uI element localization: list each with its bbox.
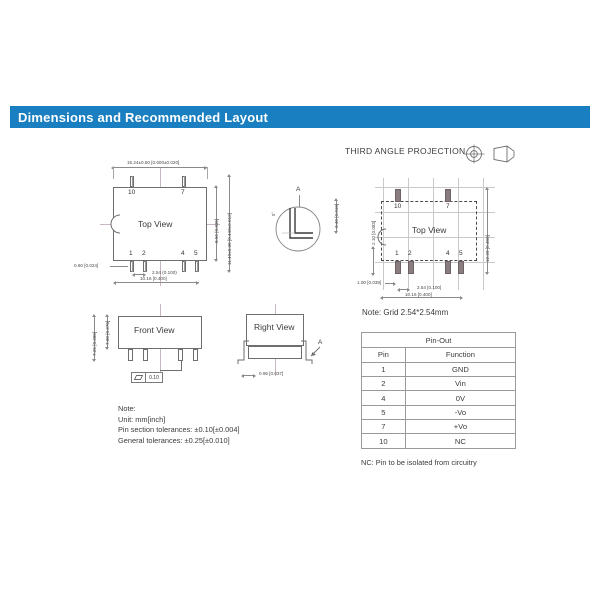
span-arrow-right [196, 281, 199, 285]
dim-pitch: 2.54 (0.100) [152, 270, 177, 275]
pinout-cell-function: GND [405, 362, 515, 376]
foot-length-arrow-left [241, 374, 244, 378]
layout-pin-label-2: 2 [408, 250, 412, 257]
pitch-arrow-left [132, 273, 135, 277]
overall-height-arrow-down [227, 270, 231, 273]
pinout-title: Pin-Out [362, 333, 516, 348]
layout-pad-10 [395, 189, 401, 202]
body-height-arrow-down [214, 259, 218, 262]
span-dim-line [115, 282, 199, 283]
front-lead-5 [193, 349, 198, 361]
flatness-icon [132, 373, 146, 382]
front-lead-4 [178, 349, 183, 361]
layout-pitch-arrow-left [397, 288, 400, 292]
pinout-cell-pin: 1 [362, 362, 406, 376]
ext-line-right [207, 167, 208, 179]
dim-foot-length: 0.95 [0.037] [259, 371, 284, 376]
dim-front-body: 7.00 [0.276] [105, 320, 110, 345]
grid-note: Note: Grid 2.54*2.54mm [362, 308, 449, 317]
third-angle-projection-label: THIRD ANGLE PROJECTION [345, 146, 466, 156]
table-row [362, 391, 516, 405]
foot-length-arrow-right [253, 374, 256, 378]
lead-width-leader [110, 266, 128, 267]
layout-pad-7 [445, 189, 451, 202]
pinout-header-row [362, 348, 516, 362]
lead-pin-7-center [184, 176, 185, 187]
flatness-tolerance-flag [131, 372, 163, 383]
table-row [362, 434, 516, 448]
dim-span: 10.16 [0.400] [140, 276, 167, 281]
lead-pin-5-center [197, 261, 198, 272]
detail-a-lead-profile [268, 200, 328, 258]
pinout-cell-function: 0V [405, 391, 515, 405]
grid-h-1 [375, 187, 495, 188]
dim-lead-thickness: 0.40 [0.016] [334, 203, 339, 228]
pin-label-1: 1 [129, 250, 133, 257]
dim-front-overall: 7.25 [0.285] [92, 331, 97, 356]
section-title: Dimensions and Recommended Layout [18, 109, 269, 125]
dim-layout-pad-width: 1.00 [0.039] [357, 280, 382, 285]
pinout-header-pin: Pin [362, 348, 406, 362]
body-height-arrow-up [214, 185, 218, 188]
table-row [362, 420, 516, 434]
pinout-cell-function: Vin [405, 376, 515, 390]
lead-pin-1-center [132, 261, 133, 272]
layout-view-label: Top View [412, 225, 447, 235]
pinout-cell-pin: 10 [362, 434, 406, 448]
pin-label-4: 4 [181, 250, 185, 257]
notes-line-general-tolerance: General tolerances: ±0.25[±0.010] [118, 435, 230, 445]
front-overall-arrow-up [92, 314, 96, 317]
pinout-cell-pin: 7 [362, 420, 406, 434]
pin-label-10: 10 [128, 189, 136, 196]
top-view-label: Top View [138, 219, 173, 229]
lead-pin-4-center [184, 261, 185, 272]
front-lead-1 [128, 349, 133, 361]
pinout-cell-function: NC [405, 434, 515, 448]
dim-overall-height: 11.40±0.30 [0.449±0.012] [227, 213, 232, 265]
dim-layout-pitch: 2.54 [0.100] [417, 285, 442, 290]
tolerance-leader-vertical [181, 361, 182, 370]
pinout-cell-function: +Vo [405, 420, 515, 434]
pinout-header-function: Function [405, 348, 515, 362]
layout-pin-label-4: 4 [446, 250, 450, 257]
pin-label-2: 2 [142, 250, 146, 257]
layout-pad-5 [458, 261, 464, 274]
nc-footnote: NC: Pin to be isolated from circuitry [361, 458, 477, 467]
crosshair-circle-icon [462, 144, 486, 164]
layout-pad-height-dim-line [373, 248, 374, 275]
right-view-lead-left [236, 340, 252, 368]
pinout-table [361, 332, 516, 449]
section-banner [10, 106, 590, 128]
detail-a-label: A [296, 186, 301, 193]
layout-pad-1 [395, 261, 401, 274]
layout-overall-arrow-up [485, 187, 489, 190]
layout-span-arrow-left [380, 296, 383, 300]
grid-h-4 [375, 262, 495, 263]
detail-callout-arrow-icon [305, 345, 323, 363]
layout-pin-label-1: 1 [395, 250, 399, 257]
front-view-label: Front View [134, 325, 175, 335]
dim-detail-angle: 5° [271, 211, 276, 216]
front-lead-2 [143, 349, 148, 361]
dim-layout-pad-height: 2.10 [0.083] [371, 220, 376, 245]
pinout-cell-pin: 2 [362, 376, 406, 390]
dim-top-width: 15.24±0.50 [0.600±0.020] [127, 160, 180, 165]
pin1-notch-icon [106, 214, 124, 234]
pinout-title-row [362, 333, 516, 348]
layout-pad-height-arrow-down [371, 273, 375, 276]
table-row [362, 376, 516, 390]
layout-pad-2 [408, 261, 414, 274]
front-body-arrow-down [105, 347, 109, 350]
layout-span-arrow-right [460, 296, 463, 300]
front-body-arrow-up [105, 314, 109, 317]
notes-line-unit: Unit: mm[inch] [118, 414, 166, 424]
pinout-cell-pin: 5 [362, 405, 406, 419]
lead-thickness-arrow-down [334, 231, 338, 234]
dim-layout-span: 10.16 [0.400] [405, 292, 432, 297]
right-view-base [248, 346, 302, 359]
table-row [362, 362, 516, 376]
layout-pad-width-arrow [393, 282, 396, 286]
dim-body-height: 8.50 [0.335] [214, 218, 219, 243]
right-view-detail-callout: A [318, 339, 323, 346]
flatness-value: 0.10 [149, 374, 159, 381]
overall-height-arrow-up [227, 174, 231, 177]
dim-lead-width: 0.60 [0.024] [74, 263, 99, 268]
layout-pin-label-5: 5 [459, 250, 463, 257]
span-arrow-left [113, 281, 116, 285]
lead-pin-2-center [145, 261, 146, 272]
layout-pitch-arrow-right [407, 288, 410, 292]
grid-v-5 [483, 178, 484, 290]
front-overall-arrow-down [92, 359, 96, 362]
pinout-cell-function: -Vo [405, 405, 515, 419]
pin-label-7: 7 [181, 189, 185, 196]
notes-block [118, 404, 240, 446]
layout-pin-label-10: 10 [394, 203, 402, 210]
ext-line-left [113, 167, 114, 179]
notes-line-pin-tolerance: Pin section tolerances: ±0.10[±0.004] [118, 425, 240, 434]
dim-layout-overall-height: 12.20 [0.480] [485, 235, 490, 262]
truncated-cone-icon [492, 145, 518, 163]
lead-thickness-arrow-up [334, 198, 338, 201]
layout-pin-label-7: 7 [446, 203, 450, 210]
lead-pin-10-center [132, 176, 133, 187]
layout-overall-arrow-down [485, 272, 489, 275]
width-dimension-line [113, 167, 207, 168]
pin-label-5: 5 [194, 250, 198, 257]
layout-pad-height-arrow-up [371, 246, 375, 249]
notes-heading: Note: [118, 404, 136, 413]
right-view-label: Right View [254, 322, 295, 332]
pinout-cell-pin: 4 [362, 391, 406, 405]
layout-pad-4 [445, 261, 451, 274]
table-row [362, 405, 516, 419]
tolerance-leader-horizontal [160, 370, 182, 371]
